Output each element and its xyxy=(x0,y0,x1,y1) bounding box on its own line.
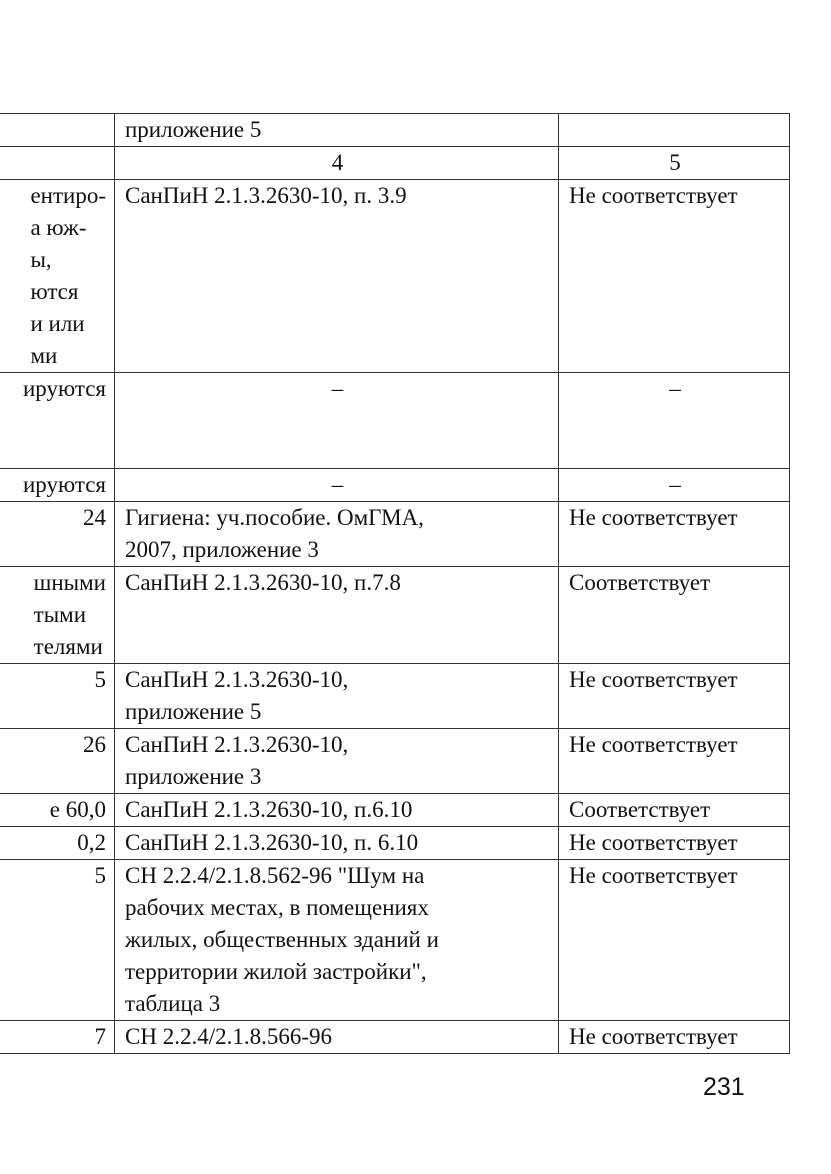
cell-text: 2007, приложение 3 xyxy=(125,537,319,562)
table-row xyxy=(0,147,790,180)
cell-text: приложение 5 xyxy=(125,699,262,724)
cell-col2 xyxy=(115,469,559,502)
cell-col1 xyxy=(0,567,115,664)
cell-col1 xyxy=(0,729,115,794)
cell-col1 xyxy=(0,180,115,373)
cell-col3 xyxy=(559,502,790,567)
cell-text: СанПиН 2.1.3.2630-10, п. 6.10 xyxy=(125,830,419,855)
cell-text: ируются xyxy=(22,376,106,401)
cell-col1 xyxy=(0,860,115,1021)
cell-text: ируются xyxy=(22,472,106,497)
cell-col2 xyxy=(115,502,559,567)
cell-text: 5 xyxy=(94,863,106,888)
cell-text: телями xyxy=(33,634,103,659)
table-row xyxy=(0,469,790,502)
cell-col2 xyxy=(115,114,559,147)
cell-text: 26 xyxy=(83,732,106,757)
cell-col3 xyxy=(559,827,790,860)
cell-col3 xyxy=(559,729,790,794)
cell-col2 xyxy=(115,729,559,794)
cell-text: Не соответствует xyxy=(569,830,738,855)
table-row xyxy=(0,567,790,664)
cell-col2 xyxy=(115,567,559,664)
dash: – xyxy=(669,472,681,497)
cell-text: тыми xyxy=(33,602,87,627)
cell-col1 xyxy=(0,373,115,469)
cell-col3 xyxy=(559,469,790,502)
cell-text: Гигиена: уч.пособие. ОмГМА, xyxy=(125,505,424,530)
table-row xyxy=(0,1021,790,1054)
cell-text: СанПиН 2.1.3.2630-10, п.6.10 xyxy=(125,797,413,822)
cell-text: приложение 3 xyxy=(125,764,262,789)
cell-col1 xyxy=(0,827,115,860)
cell-text: территории жилой застройки", xyxy=(125,959,427,984)
cell-text: приложение 5 xyxy=(125,117,262,142)
cell-text: Не соответствует xyxy=(569,863,738,888)
cell-text: Не соответствует xyxy=(569,1024,738,1049)
cell-col3 xyxy=(559,147,790,180)
cell-col3 xyxy=(559,180,790,373)
cell-col3 xyxy=(559,794,790,827)
column-number: 5 xyxy=(669,150,681,175)
cell-text: 7 xyxy=(94,1024,106,1049)
cell-col3 xyxy=(559,1021,790,1054)
cell-text: СанПиН 2.1.3.2630-10, xyxy=(125,667,349,692)
cell-text: Не соответствует xyxy=(569,505,738,530)
cell-text: СанПиН 2.1.3.2630-10, xyxy=(125,732,349,757)
cell-text: Не соответствует xyxy=(569,183,738,208)
cell-text: и или xyxy=(30,311,85,336)
table-row xyxy=(0,729,790,794)
cell-text: шными xyxy=(33,570,106,595)
cell-text: 5 xyxy=(94,667,106,692)
cell-text: ентиро- xyxy=(30,183,106,208)
dash: – xyxy=(331,472,344,497)
table-row xyxy=(0,373,790,469)
table-row xyxy=(0,664,790,729)
cell-text: СанПиН 2.1.3.2630-10, п.7.8 xyxy=(125,570,401,595)
cell-col2 xyxy=(115,860,559,1021)
cell-col2 xyxy=(115,827,559,860)
cell-col2 xyxy=(115,373,559,469)
cell-col1 xyxy=(0,114,115,147)
cell-text: СанПиН 2.1.3.2630-10, п. 3.9 xyxy=(125,183,407,208)
column-number: 4 xyxy=(331,150,344,175)
cell-text: ми xyxy=(30,343,58,368)
cell-text: СН 2.2.4/2.1.8.566-96 xyxy=(125,1024,332,1049)
table-row xyxy=(0,502,790,567)
cell-text: Соответствует xyxy=(569,797,711,822)
table-row xyxy=(0,180,790,373)
cell-col2 xyxy=(115,794,559,827)
cell-text: 24 xyxy=(83,505,106,530)
cell-col2 xyxy=(115,180,559,373)
cell-col3 xyxy=(559,373,790,469)
cell-col1 xyxy=(0,664,115,729)
cell-col3 xyxy=(559,114,790,147)
cell-text: ы, xyxy=(30,247,52,272)
cell-col1 xyxy=(0,1021,115,1054)
cell-text: Не соответствует xyxy=(569,667,738,692)
table-row xyxy=(0,827,790,860)
requirements-table xyxy=(0,113,790,1054)
table-row xyxy=(0,114,790,147)
cell-col3 xyxy=(559,567,790,664)
cell-col1 xyxy=(0,469,115,502)
table-row xyxy=(0,794,790,827)
cell-text: а юж- xyxy=(30,215,87,240)
cell-text: таблица 3 xyxy=(125,991,221,1016)
cell-text: ются xyxy=(30,279,79,304)
cell-text: 0,2 xyxy=(77,830,106,855)
cell-col3 xyxy=(559,860,790,1021)
cell-col1 xyxy=(0,147,115,180)
page-number: 231 xyxy=(703,1073,745,1101)
cell-text: Не соответствует xyxy=(569,732,738,757)
dash: – xyxy=(669,376,681,401)
dash: – xyxy=(331,376,344,401)
cell-col2 xyxy=(115,664,559,729)
cell-col3 xyxy=(559,664,790,729)
cell-text: СН 2.2.4/2.1.8.562-96 "Шум на xyxy=(125,863,425,888)
cell-col2 xyxy=(115,147,559,180)
cell-text: рабочих местах, в помещениях xyxy=(125,895,429,920)
cell-text: Соответствует xyxy=(569,570,711,595)
cell-col1 xyxy=(0,502,115,567)
cell-text: жилых, общественных зданий и xyxy=(125,927,439,952)
cell-col1 xyxy=(0,794,115,827)
table-row xyxy=(0,860,790,1021)
cell-text: е 60,0 xyxy=(49,797,106,822)
cell-col2 xyxy=(115,1021,559,1054)
